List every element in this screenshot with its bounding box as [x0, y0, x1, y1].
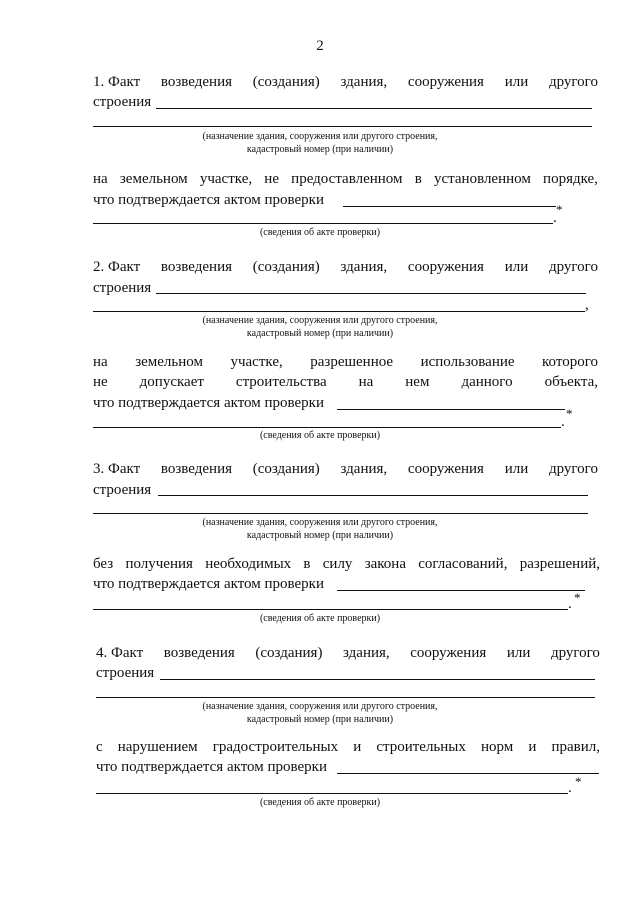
caption-act: (сведения об акте проверки) [259, 613, 381, 624]
structure-label: строения [93, 280, 152, 296]
act-input-line-2[interactable] [93, 223, 553, 224]
item-1-condition: на земельном участке, не предоставленном в установленном порядке, [93, 171, 598, 187]
end-punct: . [553, 210, 557, 226]
caption-act: (сведения об акте проверки) [259, 430, 381, 441]
structure-input-line-2[interactable] [93, 513, 588, 514]
confirm-text: что подтверждается актом проверки [93, 576, 324, 592]
page-number: 2 [316, 38, 324, 54]
structure-input-line-2[interactable] [93, 311, 585, 312]
structure-input-line[interactable] [158, 495, 588, 496]
structure-input-line[interactable] [156, 293, 586, 294]
confirm-text: что подтверждается актом проверки [93, 395, 324, 411]
item-1-heading: 1. Факт возведения (создания) здания, сооружения или другого [93, 74, 598, 90]
caption-act: (сведения об акте проверки) [259, 227, 381, 238]
act-input-line[interactable] [337, 590, 585, 591]
structure-label: строения [93, 94, 152, 110]
footnote-mark: * [556, 202, 563, 217]
footnote-mark: * [575, 774, 582, 789]
item-3-condition: без получения необходимых в силу закона согласований, разрешений, [93, 556, 600, 572]
structure-input-line-2[interactable] [93, 126, 592, 127]
act-input-line[interactable] [337, 773, 599, 774]
item-number: 4. [96, 645, 108, 661]
confirm-text: что подтверждается актом проверки [93, 192, 324, 208]
act-input-line-2[interactable] [96, 793, 568, 794]
item-2-heading: 2. Факт возведения (создания) здания, сооружения или другого [93, 259, 598, 275]
item-4-condition: с нарушением градостроительных и строительных норм и правил, [96, 739, 600, 755]
end-punct: . [568, 780, 572, 796]
confirm-text: что подтверждается актом проверки [96, 759, 327, 775]
item-3-heading: 3. Факт возведения (создания) здания, сооружения или другого [93, 461, 598, 477]
act-input-line[interactable] [337, 409, 565, 410]
structure-label: строения [96, 665, 155, 681]
item-number: 1. [93, 74, 105, 90]
caption-object: (назначение здания, сооружения или другого строения, [202, 517, 438, 528]
act-input-line-2[interactable] [93, 427, 561, 428]
item-4-heading: 4. Факт возведения (создания) здания, сооружения или другого [96, 645, 600, 661]
end-punct: , [585, 297, 589, 313]
structure-input-line[interactable] [160, 679, 595, 680]
caption-object: (назначение здания, сооружения или другого строения, [202, 315, 438, 326]
footnote-mark: * [574, 590, 581, 605]
end-punct: . [561, 414, 565, 430]
caption-cadastral: кадастровый номер (при наличии) [246, 144, 394, 155]
caption-cadastral: кадастровый номер (при наличии) [246, 328, 394, 339]
footnote-mark: * [566, 406, 573, 421]
item-2-condition-line-1: на земельном участке, разрешенное использование которого [93, 354, 598, 370]
caption-object: (назначение здания, сооружения или другого строения, [202, 131, 438, 142]
item-number: 2. [93, 259, 105, 275]
item-2-condition-line-2: не допускает строительства на нем данного объекта, [93, 374, 598, 390]
structure-label: строения [93, 482, 152, 498]
structure-input-line[interactable] [156, 108, 592, 109]
act-input-line-2[interactable] [93, 609, 568, 610]
act-input-line[interactable] [343, 206, 556, 207]
caption-object: (назначение здания, сооружения или другого строения, [202, 701, 438, 712]
item-number: 3. [93, 461, 105, 477]
caption-cadastral: кадастровый номер (при наличии) [246, 530, 394, 541]
end-punct: . [568, 596, 572, 612]
structure-input-line-2[interactable] [96, 697, 595, 698]
caption-act: (сведения об акте проверки) [259, 797, 381, 808]
caption-cadastral: кадастровый номер (при наличии) [246, 714, 394, 725]
